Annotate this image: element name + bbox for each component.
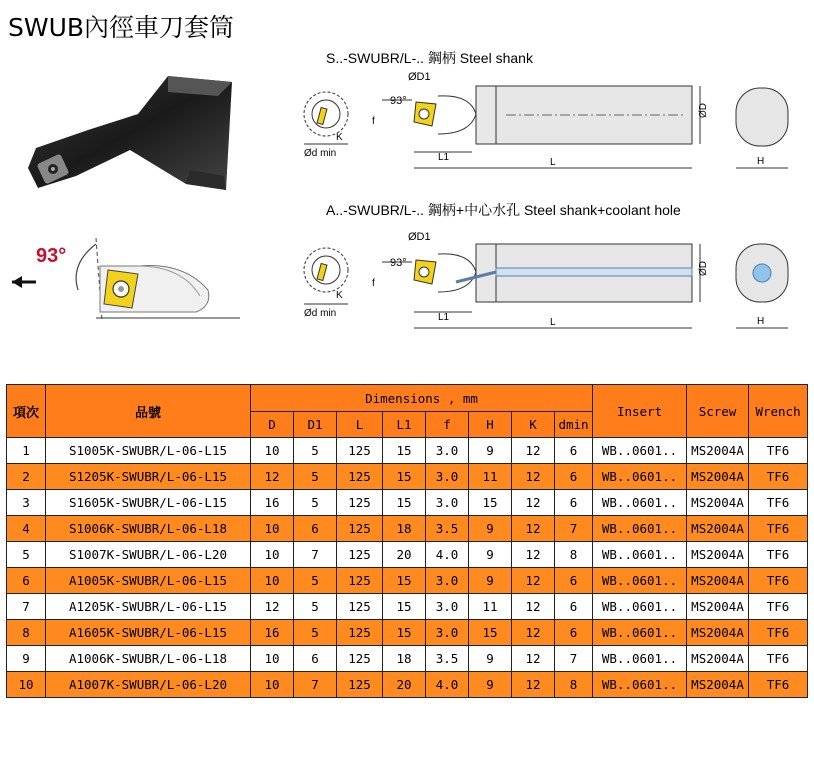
table-cell: 125 — [337, 542, 383, 568]
table-cell: MS2004A — [687, 438, 749, 464]
table-cell: 10 — [251, 542, 294, 568]
table-cell: 12 — [512, 516, 555, 542]
table-cell: 6 — [555, 620, 593, 646]
table-cell: 10 — [251, 646, 294, 672]
page-title: SWUB內徑車刀套筒 — [8, 13, 235, 42]
table-cell: 9 — [7, 646, 46, 672]
table-cell: MS2004A — [687, 672, 749, 698]
table-cell: 6 — [294, 646, 337, 672]
table-cell: 10 — [7, 672, 46, 698]
table-cell: 12 — [512, 620, 555, 646]
d-label-2: ØD — [698, 261, 709, 276]
table-cell: 18 — [383, 516, 426, 542]
table-cell: 3.0 — [426, 438, 469, 464]
table-cell: TF6 — [749, 516, 808, 542]
table-cell: 6 — [555, 464, 593, 490]
table-cell: 6 — [555, 568, 593, 594]
table-cell: 8 — [555, 672, 593, 698]
table-cell: 20 — [383, 542, 426, 568]
table-cell: 125 — [337, 438, 383, 464]
table-row — [7, 438, 808, 464]
table-row — [7, 672, 808, 698]
k-label: K — [336, 132, 343, 143]
header-no: 項次 — [7, 385, 46, 438]
dmin-label: Ød min — [304, 148, 337, 159]
table-cell: 3.5 — [426, 646, 469, 672]
table-cell: MS2004A — [687, 646, 749, 672]
table-row — [7, 620, 808, 646]
table-cell: 1 — [7, 438, 46, 464]
table-cell: 18 — [383, 646, 426, 672]
header-dim-l1: L1 — [383, 412, 426, 438]
table-cell: 15 — [383, 490, 426, 516]
table-row — [7, 516, 808, 542]
table-cell: 10 — [251, 672, 294, 698]
table-cell: 8 — [555, 542, 593, 568]
table-cell: 12 — [512, 464, 555, 490]
header-insert: Insert — [593, 385, 687, 438]
table-cell: MS2004A — [687, 568, 749, 594]
h-label-2: H — [757, 316, 765, 327]
table-cell: 4.0 — [426, 542, 469, 568]
table-cell: 10 — [251, 438, 294, 464]
table-cell: 7 — [555, 516, 593, 542]
table-cell: 15 — [383, 620, 426, 646]
header-dim-d: D — [251, 412, 294, 438]
table-cell: 125 — [337, 646, 383, 672]
header-dim-dmin: dmin — [555, 412, 593, 438]
table-cell: 7 — [294, 672, 337, 698]
table-cell: 12 — [251, 594, 294, 620]
table-cell: 5 — [294, 594, 337, 620]
table-cell: 5 — [294, 620, 337, 646]
table-row — [7, 490, 808, 516]
drawing-steel-shank — [296, 64, 796, 184]
table-row — [7, 594, 808, 620]
l-label: L — [550, 157, 556, 168]
table-cell: WB..0601.. — [593, 438, 687, 464]
table-cell: WB..0601.. — [593, 672, 687, 698]
table-cell: 6 — [7, 568, 46, 594]
table-cell: MS2004A — [687, 516, 749, 542]
header-dimensions: Dimensions , mm — [251, 385, 593, 412]
table-cell: 3 — [7, 490, 46, 516]
table-cell: 3.5 — [426, 516, 469, 542]
table-cell: S1205K-SWUBR/L-06-L15 — [46, 464, 251, 490]
table-cell: 12 — [512, 646, 555, 672]
table-cell: 5 — [294, 464, 337, 490]
caption-steel-shank: S..-SWUBR/L-.. 鋼柄 Steel shank — [326, 50, 533, 66]
table-cell: 20 — [383, 672, 426, 698]
tool-photo — [18, 72, 240, 204]
table-cell: 12 — [512, 542, 555, 568]
table-cell: 3.0 — [426, 490, 469, 516]
table-cell: 3.0 — [426, 594, 469, 620]
angle-label-2: 93° — [390, 257, 407, 269]
table-cell: 6 — [555, 438, 593, 464]
table-cell: 9 — [469, 516, 512, 542]
table-cell: 2 — [7, 464, 46, 490]
table-cell: WB..0601.. — [593, 594, 687, 620]
table-cell: 3.0 — [426, 620, 469, 646]
table-cell: 11 — [469, 594, 512, 620]
table-cell: 4 — [7, 516, 46, 542]
caption-coolant: A..-SWUBR/L-.. 鋼柄+中心水孔 Steel shank+coolant hole — [326, 202, 681, 218]
header-dim-k: K — [512, 412, 555, 438]
table-cell: TF6 — [749, 438, 808, 464]
table-cell: 125 — [337, 620, 383, 646]
table-cell: S1006K-SWUBR/L-06-L18 — [46, 516, 251, 542]
table-cell: A1006K-SWUBR/L-06-L18 — [46, 646, 251, 672]
table-cell: MS2004A — [687, 620, 749, 646]
l1-label: L1 — [438, 152, 450, 163]
table-cell: 125 — [337, 672, 383, 698]
d-label: ØD — [698, 103, 709, 118]
header-wrench: Wrench — [749, 385, 808, 438]
table-cell: 15 — [383, 464, 426, 490]
table-cell: WB..0601.. — [593, 464, 687, 490]
table-cell: 11 — [469, 464, 512, 490]
header-dim-l: L — [337, 412, 383, 438]
table-cell: 5 — [7, 542, 46, 568]
table-cell: MS2004A — [687, 594, 749, 620]
table-cell: 6 — [294, 516, 337, 542]
table-cell: 12 — [512, 438, 555, 464]
table-cell: 9 — [469, 568, 512, 594]
table-cell: 9 — [469, 646, 512, 672]
table-cell: MS2004A — [687, 464, 749, 490]
h-label: H — [757, 156, 765, 167]
table-cell: A1005K-SWUBR/L-06-L15 — [46, 568, 251, 594]
table-cell: WB..0601.. — [593, 646, 687, 672]
table-cell: 3.0 — [426, 464, 469, 490]
d1-label: ØD1 — [408, 71, 431, 83]
header-screw: Screw — [687, 385, 749, 438]
header-dim-h: H — [469, 412, 512, 438]
d1-label-2: ØD1 — [408, 231, 431, 243]
table-cell: S1005K-SWUBR/L-06-L15 — [46, 438, 251, 464]
table-cell: A1605K-SWUBR/L-06-L15 — [46, 620, 251, 646]
header-code: 品號 — [46, 385, 251, 438]
table-cell: 9 — [469, 672, 512, 698]
spec-table — [6, 384, 808, 698]
photo-angle-label: 93° — [36, 245, 67, 267]
header-dim-d1: D1 — [294, 412, 337, 438]
angle-sketch — [8, 232, 240, 324]
table-cell: 12 — [512, 490, 555, 516]
table-cell: 5 — [294, 568, 337, 594]
table-cell: 10 — [251, 568, 294, 594]
angle-label: 93° — [390, 95, 407, 107]
k-label-2: K — [336, 290, 343, 301]
table-cell: TF6 — [749, 568, 808, 594]
table-cell: A1007K-SWUBR/L-06-L20 — [46, 672, 251, 698]
table-cell: 3.0 — [426, 568, 469, 594]
table-cell: 7 — [555, 646, 593, 672]
table-cell: WB..0601.. — [593, 490, 687, 516]
table-cell: 5 — [294, 490, 337, 516]
table-cell: TF6 — [749, 594, 808, 620]
table-cell: TF6 — [749, 542, 808, 568]
table-cell: 15 — [469, 490, 512, 516]
table-cell: MS2004A — [687, 490, 749, 516]
table-cell: 12 — [512, 568, 555, 594]
drawing-coolant — [296, 228, 796, 340]
table-cell: 12 — [512, 594, 555, 620]
table-cell: 9 — [469, 542, 512, 568]
table-cell: 16 — [251, 620, 294, 646]
table-cell: TF6 — [749, 620, 808, 646]
table-row — [7, 646, 808, 672]
f-label-2: f — [372, 278, 375, 289]
table-cell: 7 — [294, 542, 337, 568]
table-cell: 8 — [7, 620, 46, 646]
table-cell: TF6 — [749, 464, 808, 490]
table-row — [7, 542, 808, 568]
table-cell: 7 — [7, 594, 46, 620]
table-cell: 16 — [251, 490, 294, 516]
table-cell: 6 — [555, 594, 593, 620]
l-label-2: L — [550, 317, 556, 328]
table-cell: 125 — [337, 490, 383, 516]
table-cell: 6 — [555, 490, 593, 516]
table-cell: A1205K-SWUBR/L-06-L15 — [46, 594, 251, 620]
table-cell: 9 — [469, 438, 512, 464]
l1-label-2: L1 — [438, 312, 450, 323]
table-cell: WB..0601.. — [593, 620, 687, 646]
table-cell: 125 — [337, 516, 383, 542]
table-cell: 125 — [337, 594, 383, 620]
table-cell: 5 — [294, 438, 337, 464]
table-cell: 125 — [337, 568, 383, 594]
table-cell: 15 — [383, 568, 426, 594]
table-cell: S1605K-SWUBR/L-06-L15 — [46, 490, 251, 516]
table-cell: 12 — [512, 672, 555, 698]
table-cell: 4.0 — [426, 672, 469, 698]
table-row — [7, 464, 808, 490]
table-cell: S1007K-SWUBR/L-06-L20 — [46, 542, 251, 568]
table-cell: WB..0601.. — [593, 568, 687, 594]
header-dim-f: f — [426, 412, 469, 438]
table-cell: 125 — [337, 464, 383, 490]
table-cell: 10 — [251, 516, 294, 542]
table-cell: 15 — [383, 438, 426, 464]
table-cell: TF6 — [749, 672, 808, 698]
table-cell: WB..0601.. — [593, 516, 687, 542]
table-cell: TF6 — [749, 646, 808, 672]
table-cell: MS2004A — [687, 542, 749, 568]
table-cell: TF6 — [749, 490, 808, 516]
table-row — [7, 568, 808, 594]
table-cell: 12 — [251, 464, 294, 490]
f-label: f — [372, 116, 375, 127]
table-cell: WB..0601.. — [593, 542, 687, 568]
table-cell: 15 — [469, 620, 512, 646]
dmin-label-2: Ød min — [304, 308, 337, 319]
table-cell: 15 — [383, 594, 426, 620]
